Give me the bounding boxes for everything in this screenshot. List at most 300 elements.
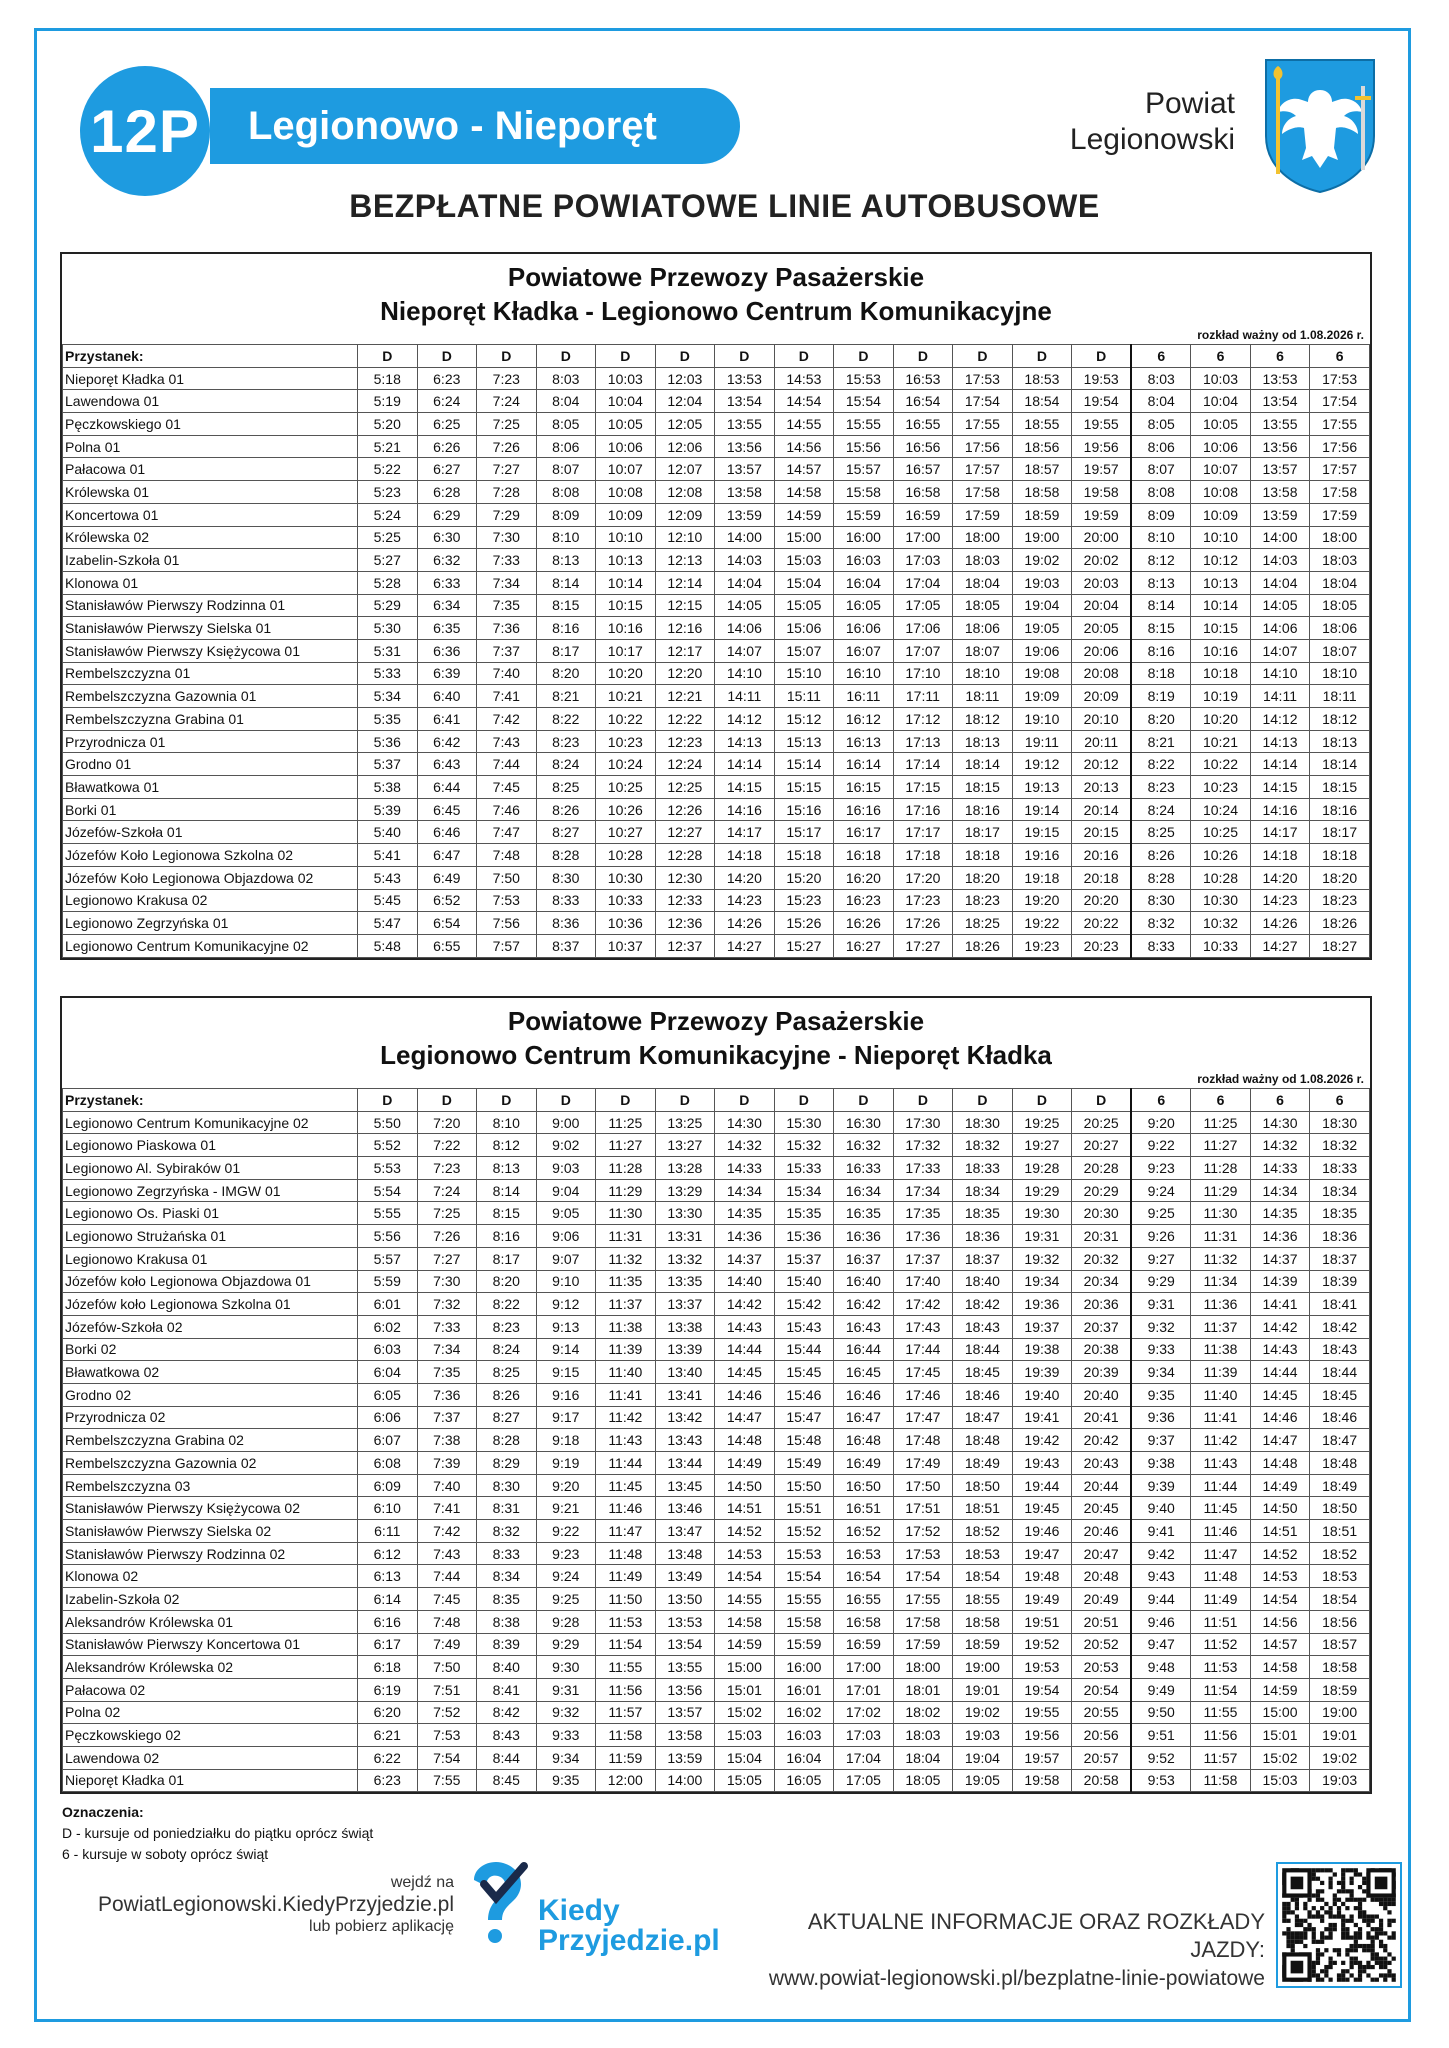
departure-time: 11:32 [1191,1247,1251,1270]
departure-time: 6:32 [417,549,477,572]
departure-time: 17:10 [893,662,953,685]
departure-time: 17:04 [893,571,953,594]
departure-time: 14:58 [774,481,834,504]
departure-time: 14:20 [715,866,775,889]
departure-time: 19:13 [1012,776,1072,799]
departure-time: 9:34 [1131,1361,1191,1384]
departure-time: 20:15 [1072,821,1132,844]
route-name-banner: Legionowo - Nieporęt [210,88,740,164]
departure-time: 16:20 [834,866,894,889]
departure-time: 13:59 [1250,503,1310,526]
departure-time: 15:04 [715,1746,775,1769]
departure-time: 8:25 [477,1361,537,1384]
departure-time: 12:30 [655,866,715,889]
table-row [63,1293,1370,1316]
departure-time: 14:37 [715,1247,775,1270]
departure-time: 8:14 [477,1179,537,1202]
departure-time: 6:14 [358,1588,418,1611]
departure-time: 9:44 [1131,1588,1191,1611]
departure-time: 9:42 [1131,1542,1191,1565]
departure-time: 8:22 [477,1293,537,1316]
day-code-header: D [596,345,656,368]
departure-time: 5:41 [358,844,418,867]
departure-time: 6:24 [417,390,477,413]
departure-time: 12:04 [655,390,715,413]
departure-time: 9:16 [536,1383,596,1406]
stop-name: Aleksandrów Królewska 02 [63,1656,358,1679]
departure-time: 10:26 [596,798,656,821]
departure-time: 14:05 [1250,594,1310,617]
departure-time: 7:50 [477,866,537,889]
stop-name: Borki 01 [63,798,358,821]
departure-time: 16:03 [834,549,894,572]
stop-name: Rembelszczyzna 01 [63,662,358,685]
departure-time: 18:54 [953,1565,1013,1588]
departure-time: 11:54 [596,1633,656,1656]
departure-time: 13:53 [655,1610,715,1633]
day-code-header: D [596,1089,656,1112]
departure-time: 13:56 [655,1678,715,1701]
table-row [63,617,1370,640]
departure-time: 19:04 [953,1746,1013,1769]
departure-time: 20:11 [1072,730,1132,753]
departure-time: 18:51 [1310,1520,1370,1543]
departure-time: 16:32 [834,1134,894,1157]
departure-time: 11:48 [596,1542,656,1565]
departure-time: 18:54 [1012,390,1072,413]
departure-time: 10:06 [1191,435,1251,458]
departure-time: 15:54 [774,1565,834,1588]
departure-time: 9:32 [1131,1315,1191,1338]
departure-time: 10:28 [596,844,656,867]
departure-time: 10:33 [596,889,656,912]
departure-time: 10:17 [596,639,656,662]
timetable-valid-from: rozkład ważny od 1.08.2026 r. [1197,328,1364,342]
departure-time: 8:28 [536,844,596,867]
departure-time: 13:53 [715,367,775,390]
departure-time: 8:03 [536,367,596,390]
departure-time: 7:26 [477,435,537,458]
departure-time: 15:33 [774,1157,834,1180]
departure-time: 16:35 [834,1202,894,1225]
departure-time: 20:34 [1072,1270,1132,1293]
departure-time: 8:13 [477,1157,537,1180]
departure-time: 16:15 [834,776,894,799]
departure-time: 7:41 [477,685,537,708]
departure-time: 17:57 [953,458,1013,481]
departure-time: 15:58 [834,481,894,504]
table-row [63,1565,1370,1588]
departure-time: 17:00 [893,526,953,549]
visit-link[interactable]: PowiatLegionowski.KiedyPrzyjedzie.pl [97,1893,454,1916]
departure-time: 6:23 [358,1769,418,1792]
departure-time: 15:36 [774,1225,834,1248]
stop-name: Legionowo Piaskowa 01 [63,1134,358,1157]
day-code-header: D [358,345,418,368]
departure-time: 11:53 [596,1610,656,1633]
departure-time: 19:40 [1012,1383,1072,1406]
departure-time: 16:02 [774,1701,834,1724]
departure-time: 9:24 [1131,1179,1191,1202]
departure-time: 8:21 [1131,730,1191,753]
departure-time: 15:53 [834,367,894,390]
day-code-header: 6 [1131,1089,1191,1112]
stop-name: Klonowa 01 [63,571,358,594]
departure-time: 18:30 [953,1111,1013,1134]
departure-time: 13:44 [655,1452,715,1475]
departure-time: 9:25 [536,1588,596,1611]
stop-name: Bławatkowa 02 [63,1361,358,1384]
departure-time: 7:25 [417,1202,477,1225]
departure-time: 14:52 [715,1520,775,1543]
day-code-header: D [1012,1089,1072,1112]
departure-time: 20:40 [1072,1383,1132,1406]
departure-time: 17:20 [893,866,953,889]
departure-time: 7:43 [417,1542,477,1565]
stop-name: Izabelin-Szkoła 02 [63,1588,358,1611]
departure-time: 9:20 [1131,1111,1191,1134]
departure-time: 9:48 [1131,1656,1191,1679]
departure-time: 20:39 [1072,1361,1132,1384]
day-code-header: D [774,1089,834,1112]
departure-time: 17:17 [893,821,953,844]
departure-time: 11:44 [1191,1474,1251,1497]
departure-time: 18:05 [1310,594,1370,617]
departure-time: 18:59 [1310,1678,1370,1701]
departure-time: 20:09 [1072,685,1132,708]
departure-time: 20:28 [1072,1157,1132,1180]
departure-time: 7:34 [477,571,537,594]
departure-time: 9:47 [1131,1633,1191,1656]
departure-time: 19:30 [1012,1202,1072,1225]
departure-time: 13:48 [655,1542,715,1565]
table-row [63,1225,1370,1248]
departure-time: 5:28 [358,571,418,594]
departure-time: 7:49 [417,1633,477,1656]
departure-time: 16:04 [774,1746,834,1769]
table-row [63,1134,1370,1157]
departure-time: 7:38 [417,1429,477,1452]
departure-time: 19:59 [1072,503,1132,526]
departure-time: 7:45 [477,776,537,799]
departure-time: 6:11 [358,1520,418,1543]
stop-name: Stanisławów Pierwszy Rodzinna 01 [63,594,358,617]
departure-time: 7:40 [417,1474,477,1497]
departure-time: 6:03 [358,1338,418,1361]
departure-time: 14:14 [1250,753,1310,776]
departure-time: 14:35 [1250,1202,1310,1225]
stop-name: Legionowo Al. Sybiraków 01 [63,1157,358,1180]
departure-time: 16:40 [834,1270,894,1293]
departure-time: 8:33 [477,1542,537,1565]
day-code-header: D [536,1089,596,1112]
departure-time: 16:49 [834,1452,894,1475]
departure-time: 15:42 [774,1293,834,1316]
departure-time: 10:28 [1191,866,1251,889]
departure-time: 15:55 [774,1588,834,1611]
departure-time: 18:46 [953,1383,1013,1406]
departure-time: 14:03 [715,549,775,572]
departure-time: 14:26 [1250,912,1310,935]
departure-time: 19:23 [1012,934,1072,957]
departure-time: 18:17 [953,821,1013,844]
departure-time: 17:59 [1310,503,1370,526]
departure-time: 9:35 [536,1769,596,1792]
departure-time: 14:42 [715,1293,775,1316]
departure-time: 14:32 [1250,1134,1310,1157]
departure-time: 11:28 [1191,1157,1251,1180]
info-block [760,1908,1265,1994]
departure-time: 8:32 [477,1520,537,1543]
departure-time: 9:24 [536,1565,596,1588]
departure-time: 20:41 [1072,1406,1132,1429]
departure-time: 18:03 [893,1724,953,1747]
departure-time: 7:30 [477,526,537,549]
departure-time: 14:11 [1250,685,1310,708]
departure-time: 18:47 [953,1406,1013,1429]
departure-time: 10:08 [596,481,656,504]
table-row [63,435,1370,458]
departure-time: 20:02 [1072,549,1132,572]
departure-time: 19:36 [1012,1293,1072,1316]
departure-time: 6:01 [358,1293,418,1316]
departure-time: 20:45 [1072,1497,1132,1520]
table-row [63,685,1370,708]
departure-time: 8:13 [536,549,596,572]
departure-time: 9:49 [1131,1678,1191,1701]
departure-time: 7:55 [417,1769,477,1792]
table-row [63,730,1370,753]
departure-time: 18:33 [953,1157,1013,1180]
departure-time: 14:46 [715,1383,775,1406]
departure-time: 20:08 [1072,662,1132,685]
departure-time: 16:59 [893,503,953,526]
departure-time: 14:57 [1250,1633,1310,1656]
departure-time: 6:12 [358,1542,418,1565]
departure-time: 17:54 [893,1565,953,1588]
departure-time: 16:54 [834,1565,894,1588]
departure-time: 6:06 [358,1406,418,1429]
departure-time: 8:44 [477,1746,537,1769]
departure-time: 18:20 [1310,866,1370,889]
departure-time: 6:19 [358,1678,418,1701]
departure-time: 19:14 [1012,798,1072,821]
departure-time: 8:23 [1131,776,1191,799]
table-row [63,866,1370,889]
stop-name: Stanisławów Pierwszy Sielska 01 [63,617,358,640]
departure-time: 19:43 [1012,1452,1072,1475]
departure-time: 18:53 [1012,367,1072,390]
departure-time: 10:10 [1191,526,1251,549]
departure-time: 19:58 [1072,481,1132,504]
departure-time: 18:47 [1310,1429,1370,1452]
departure-time: 14:30 [1250,1111,1310,1134]
table-row [63,1111,1370,1134]
departure-time: 16:03 [774,1724,834,1747]
table-row [63,1157,1370,1180]
departure-time: 6:27 [417,458,477,481]
departure-time: 5:57 [358,1247,418,1270]
departure-time: 18:40 [953,1270,1013,1293]
departure-time: 15:59 [834,503,894,526]
departure-time: 8:15 [477,1202,537,1225]
departure-time: 9:06 [536,1225,596,1248]
stop-name: Polna 02 [63,1701,358,1724]
departure-time: 8:08 [1131,481,1191,504]
departure-time: 9:34 [536,1746,596,1769]
departure-time: 18:35 [953,1202,1013,1225]
departure-time: 19:02 [1012,549,1072,572]
departure-time: 18:14 [1310,753,1370,776]
departure-time: 15:57 [834,458,894,481]
departure-time: 14:48 [715,1429,775,1452]
table-row [63,1678,1370,1701]
day-code-header: 6 [1191,1089,1251,1112]
departure-time: 19:54 [1012,1678,1072,1701]
info-link[interactable]: www.powiat-legionowski.pl/bezplatne-linie-powiatowe [768,1967,1265,1990]
departure-time: 18:52 [953,1520,1013,1543]
departure-time: 14:34 [715,1179,775,1202]
departure-time: 14:50 [715,1474,775,1497]
departure-time: 12:10 [655,526,715,549]
departure-time: 15:49 [774,1452,834,1475]
departure-time: 18:03 [953,549,1013,572]
departure-time: 14:13 [1250,730,1310,753]
stop-name: Grodno 02 [63,1383,358,1406]
departure-time: 7:35 [417,1361,477,1384]
departure-time: 13:56 [715,435,775,458]
departure-time: 14:12 [715,708,775,731]
departure-time: 14:36 [715,1225,775,1248]
table-row [63,503,1370,526]
departure-time: 7:23 [477,367,537,390]
table-row [63,1769,1370,1792]
departure-time: 8:30 [477,1474,537,1497]
departure-time: 12:33 [655,889,715,912]
departure-time: 6:29 [417,503,477,526]
departure-time: 10:14 [1191,594,1251,617]
departure-time: 9:29 [1131,1270,1191,1293]
departure-time: 11:36 [1191,1293,1251,1316]
departure-time: 14:04 [715,571,775,594]
departure-time: 14:39 [1250,1270,1310,1293]
departure-time: 11:31 [596,1225,656,1248]
departure-time: 9:23 [536,1542,596,1565]
departure-time: 18:12 [953,708,1013,731]
table-row [63,1452,1370,1475]
departure-time: 17:55 [1310,413,1370,436]
day-code-header: D [953,345,1013,368]
table-row [63,708,1370,731]
stop-name: Przyrodnicza 02 [63,1406,358,1429]
departure-time: 14:59 [774,503,834,526]
stop-name: Legionowo Krakusa 01 [63,1247,358,1270]
departure-time: 14:11 [715,685,775,708]
departure-time: 5:27 [358,549,418,572]
departure-time: 15:47 [774,1406,834,1429]
departure-time: 12:15 [655,594,715,617]
departure-time: 16:17 [834,821,894,844]
departure-time: 12:16 [655,617,715,640]
qr-code-icon[interactable] [1276,1862,1402,1988]
departure-time: 20:46 [1072,1520,1132,1543]
departure-time: 18:48 [1310,1452,1370,1475]
departure-time: 19:01 [953,1678,1013,1701]
departure-time: 18:05 [953,594,1013,617]
departure-time: 15:02 [1250,1746,1310,1769]
departure-time: 14:48 [1250,1452,1310,1475]
departure-time: 6:09 [358,1474,418,1497]
departure-time: 9:37 [1131,1429,1191,1452]
departure-time: 7:53 [477,889,537,912]
stop-name: Rembelszczyzna Grabina 01 [63,708,358,731]
departure-time: 15:23 [774,889,834,912]
departure-time: 13:42 [655,1406,715,1429]
departure-time: 8:22 [536,708,596,731]
departure-time: 9:04 [536,1179,596,1202]
departure-time: 14:13 [715,730,775,753]
departure-time: 14:18 [1250,844,1310,867]
departure-time: 8:19 [1131,685,1191,708]
departure-time: 8:15 [1131,617,1191,640]
departure-time: 19:42 [1012,1429,1072,1452]
departure-time: 20:10 [1072,708,1132,731]
departure-time: 14:59 [1250,1678,1310,1701]
departure-time: 17:15 [893,776,953,799]
departure-time: 17:44 [893,1338,953,1361]
table-row [63,1588,1370,1611]
table-row [63,1656,1370,1679]
line-number-badge: 12P [80,66,210,196]
departure-time: 6:04 [358,1361,418,1384]
departure-time: 8:39 [477,1633,537,1656]
day-code-header: D [715,1089,775,1112]
stop-name: Stanisławów Pierwszy Koncertowa 01 [63,1633,358,1656]
departure-time: 20:23 [1072,934,1132,957]
departure-time: 15:14 [774,753,834,776]
departure-time: 10:07 [596,458,656,481]
departure-time: 9:23 [1131,1157,1191,1180]
departure-time: 15:17 [774,821,834,844]
departure-time: 14:17 [1250,821,1310,844]
departure-time: 11:30 [1191,1202,1251,1225]
departure-time: 16:33 [834,1157,894,1180]
stop-name: Legionowo Zegrzyńska - IMGW 01 [63,1179,358,1202]
departure-time: 8:16 [1131,639,1191,662]
departure-time: 18:15 [953,776,1013,799]
departure-time: 17:54 [953,390,1013,413]
departure-time: 13:35 [655,1270,715,1293]
table-row [63,1247,1370,1270]
departure-time: 12:36 [655,912,715,935]
departure-time: 18:25 [953,912,1013,935]
visit-prompt: wejdź na [390,1874,454,1891]
departure-time: 13:43 [655,1429,715,1452]
departure-time: 17:02 [834,1701,894,1724]
county-name-line1: Powiat [1144,87,1235,120]
timetable-valid-from: rozkład ważny od 1.08.2026 r. [1197,1072,1364,1086]
departure-time: 18:07 [1310,639,1370,662]
departure-time: 10:32 [1191,912,1251,935]
stop-name: Stanisławów Pierwszy Sielska 02 [63,1520,358,1543]
departure-time: 18:58 [1310,1656,1370,1679]
departure-time: 5:40 [358,821,418,844]
departure-time: 17:03 [893,549,953,572]
departure-time: 17:43 [893,1315,953,1338]
departure-time: 19:34 [1012,1270,1072,1293]
stop-name: Królewska 02 [63,526,358,549]
departure-time: 17:16 [893,798,953,821]
